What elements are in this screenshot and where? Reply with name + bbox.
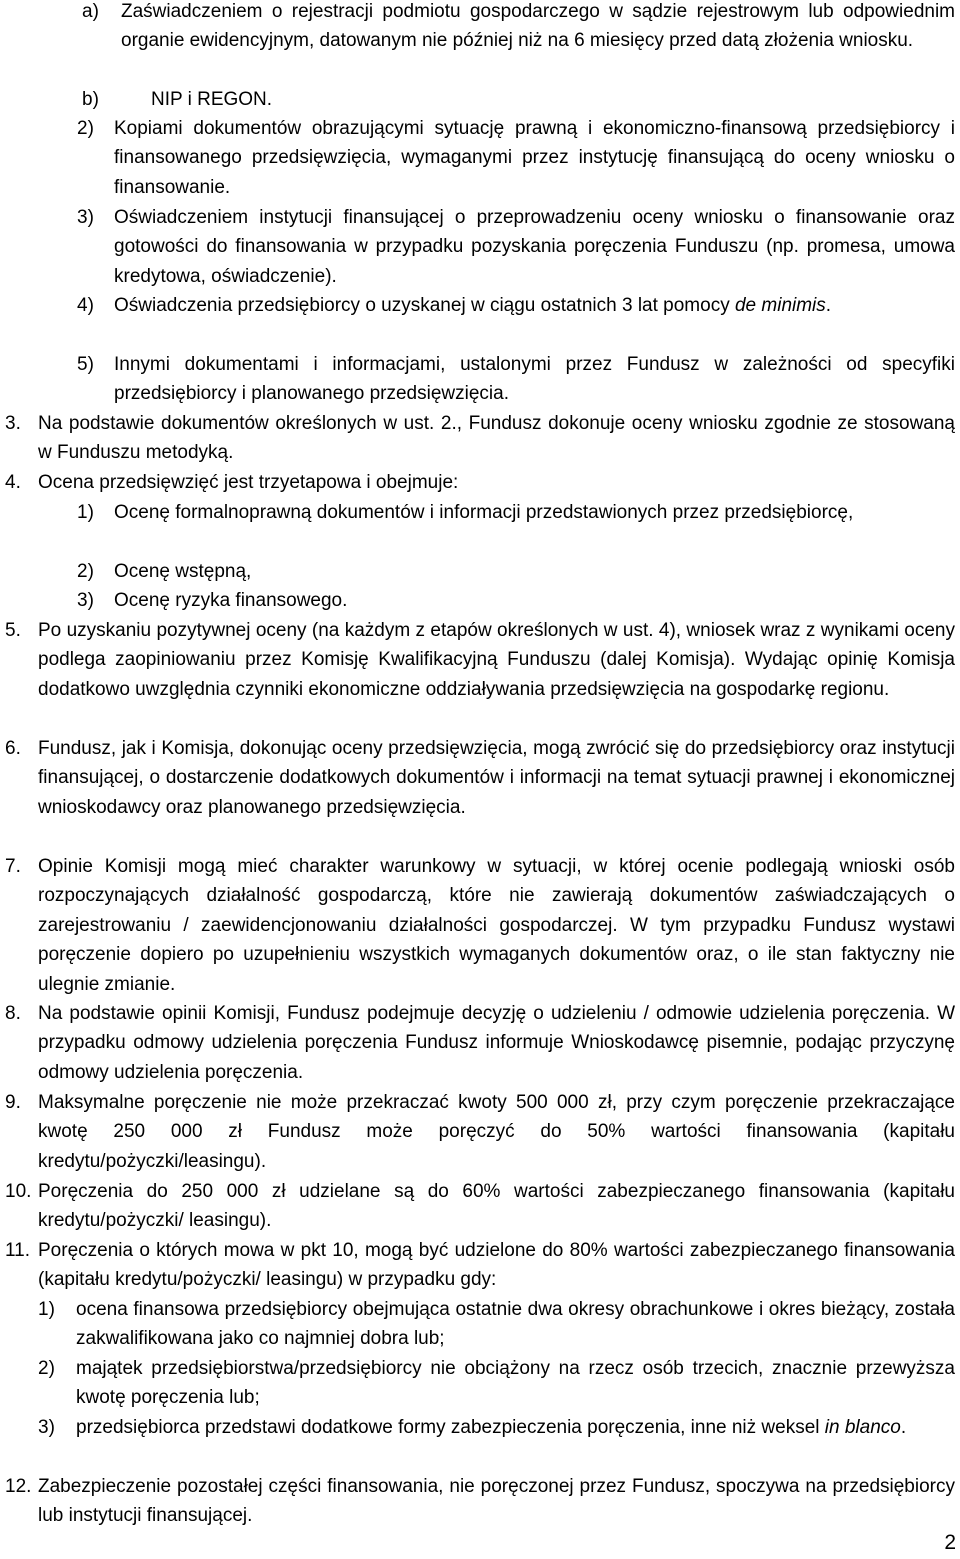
list-item [77, 291, 955, 320]
list-item [77, 498, 897, 527]
item-label: 11. [5, 1240, 31, 1261]
list-item [77, 350, 955, 409]
item-text: Poręczenia o których mowa w pkt 10, mogą być udzielone do 80% wartości zabezpieczanego finansowania (kapitału kredytu/pożyczki/ leasingu) w przypadku gdy: [38, 1240, 955, 1291]
item-text: Oświadczeniem instytucji finansującej o przeprowadzeniu oceny wniosku o finansowanie oraz gotowości do finansowania w przypadku pozyskania poręczenia Funduszu (np. promesa, umowa kredytowa, oświadczenie). [114, 207, 955, 287]
item-text-italic: de minimis [734, 295, 826, 316]
item-label: 10. [5, 1181, 32, 1202]
item-label: 4) [77, 295, 94, 316]
list-item [38, 1354, 955, 1413]
item-text: majątek przedsiębiorstwa/przedsiębiorcy nie obciążony na rzecz osób trzecich, znacznie przewyższa kwotę poręczenia lub; [76, 1358, 955, 1409]
item-text: Kopiami dokumentów obrazującymi sytuację prawną i ekonomiczno-finansową przedsiębiorcy i finansowanego przedsięwzięcia, wymaganymi przez instytucję finansującą do oceny wniosku o finansowanie. [114, 118, 955, 198]
item-text: ocena finansowa przedsiębiorcy obejmująca ostatnie dwa okresy obrachunkowe i okres bieżący, została zakwalifikowana jako co najmniej dobra lub; [76, 1299, 955, 1350]
list-item [5, 734, 955, 822]
item-label: 3) [77, 207, 94, 228]
item-label: 12. [5, 1476, 32, 1497]
list-item [77, 114, 955, 202]
item-label: 6. [5, 738, 21, 759]
item-text-tail: . [900, 1417, 907, 1438]
item-label: 1) [77, 502, 94, 523]
list-item [82, 0, 955, 56]
item-label: 5. [5, 620, 21, 641]
item-label: 3) [38, 1417, 55, 1438]
item-label: a) [82, 1, 99, 22]
list-item [82, 85, 955, 114]
item-text: Na podstawie opinii Komisji, Fundusz podejmuje decyzję o udzieleniu / odmowie udzielenia poręczenia. W przypadku odmowy udzielenia poręczenia Fundusz informuje Wnioskodawcę pisemnie, podając przyczynę odmowy udzielenia poręczenia. [38, 1003, 955, 1083]
item-text: Innymi dokumentami i informacjami, ustalonymi przez Fundusz w zależności od specyfiki przedsiębiorcy i planowanego przedsięwzięcia. [114, 354, 955, 405]
list-item [5, 1088, 955, 1176]
item-text: Zabezpieczenie pozostałej części finansowania, nie poręczonej przez Fundusz, spoczywa na przedsiębiorcy lub instytucji finansującej. [38, 1476, 955, 1527]
item-label: 2) [38, 1358, 55, 1379]
item-label: 8. [5, 1003, 21, 1024]
list-item [5, 409, 955, 468]
item-label: 9. [5, 1092, 21, 1113]
item-text: Fundusz, jak i Komisja, dokonując oceny przedsięwzięcia, mogą zwrócić się do przedsiębiorcy oraz instytucji finansującej, o dostarczenie dodatkowych dokumentów i informacji na temat sytuacji prawnej i ekonomicznej wnioskodawcy oraz planowanego przedsięwzięcia. [38, 738, 955, 818]
item-text: Zaświadczeniem o rejestracji podmiotu gospodarczego w sądzie rejestrowym lub odpowiednim organie ewidencyjnym, datowanym nie później niż na 6 miesięcy przed datą złożenia wniosku. [121, 1, 955, 52]
list-item [38, 1413, 955, 1442]
list-item [77, 586, 955, 615]
item-label: 3. [5, 413, 21, 434]
item-text: Po uzyskaniu pozytywnej oceny (na każdym z etapów określonych w ust. 4), wniosek wraz z wynikami oceny podlega zaopiniowaniu przez Komisję Kwalifikacyjną Funduszu (dalej Komisja). Wydając opinię Komisja dodatkowo uwzględnia czynniki ekonomiczne oddziaływania przedsięwzięcia na gospodarkę regionu. [38, 620, 955, 700]
list-item [5, 616, 955, 704]
item-text: Opinie Komisji mogą mieć charakter warunkowy w sytuacji, w której ocenie podlegają wnioski osób rozpoczynających działalność gospodarczą, które nie zawierają dokumentów zaświadczających o zarejestrowaniu / zaewidencjonowaniu działalności gospodarczej. W tym przypadku Fundusz wystawi poręczenie dopiero po uzupełnieniu wszystkich wymaganych dokumentów oraz, o ile stan faktyczny nie ulegnie zmianie. [38, 856, 955, 995]
item-text: przedsiębiorca przedstawi dodatkowe formy zabezpieczenia poręczenia, inne niż weksel [76, 1417, 820, 1438]
item-label: 2) [77, 118, 94, 139]
list-item [5, 1177, 955, 1236]
item-label: 1) [38, 1299, 55, 1320]
list-item [38, 1295, 955, 1354]
item-label: 7. [5, 856, 21, 877]
item-text: Oświadczenia przedsiębiorcy o uzyskanej w ciągu ostatnich 3 lat pomocy [114, 295, 730, 316]
list-item [77, 203, 955, 291]
item-label: 3) [77, 590, 94, 611]
list-item [5, 852, 955, 999]
list-item [5, 1472, 955, 1531]
item-text: Maksymalne poręczenie nie może przekraczać kwoty 500 000 zł, przy czym poręczenie przekraczające kwotę 250 000 zł Fundusz może poręczyć do 50% wartości finansowania (kapitału kredytu/pożyczki/leasingu). [38, 1092, 955, 1172]
list-item [5, 1236, 955, 1295]
item-label: 2) [77, 561, 94, 582]
item-label: 5) [77, 354, 94, 375]
item-text: NIP i REGON. [151, 89, 273, 110]
item-text: Na podstawie dokumentów określonych w ust. 2., Fundusz dokonuje oceny wniosku zgodnie ze stosowaną w Funduszu metodyką. [38, 413, 955, 464]
item-label: b) [82, 89, 99, 110]
item-text: Ocena przedsięwzięć jest trzyetapowa i obejmuje: [38, 472, 459, 493]
list-item [77, 557, 955, 586]
page-number: 2 [944, 1531, 956, 1554]
item-label: 4. [5, 472, 21, 493]
item-text-tail: . [825, 295, 832, 316]
item-text: Ocenę wstępną, [114, 561, 252, 582]
item-text: Ocenę ryzyka finansowego. [114, 590, 348, 611]
item-text: Poręczenia do 250 000 zł udzielane są do 60% wartości zabezpieczanego finansowania (kapitału kredytu/pożyczki/ leasingu). [38, 1181, 955, 1232]
list-item [5, 468, 955, 497]
list-item [5, 999, 955, 1087]
item-text: Ocenę formalnoprawną dokumentów i informacji przedstawionych przez przedsiębiorcę, [114, 502, 854, 523]
item-text-italic: in blanco [824, 1417, 901, 1438]
